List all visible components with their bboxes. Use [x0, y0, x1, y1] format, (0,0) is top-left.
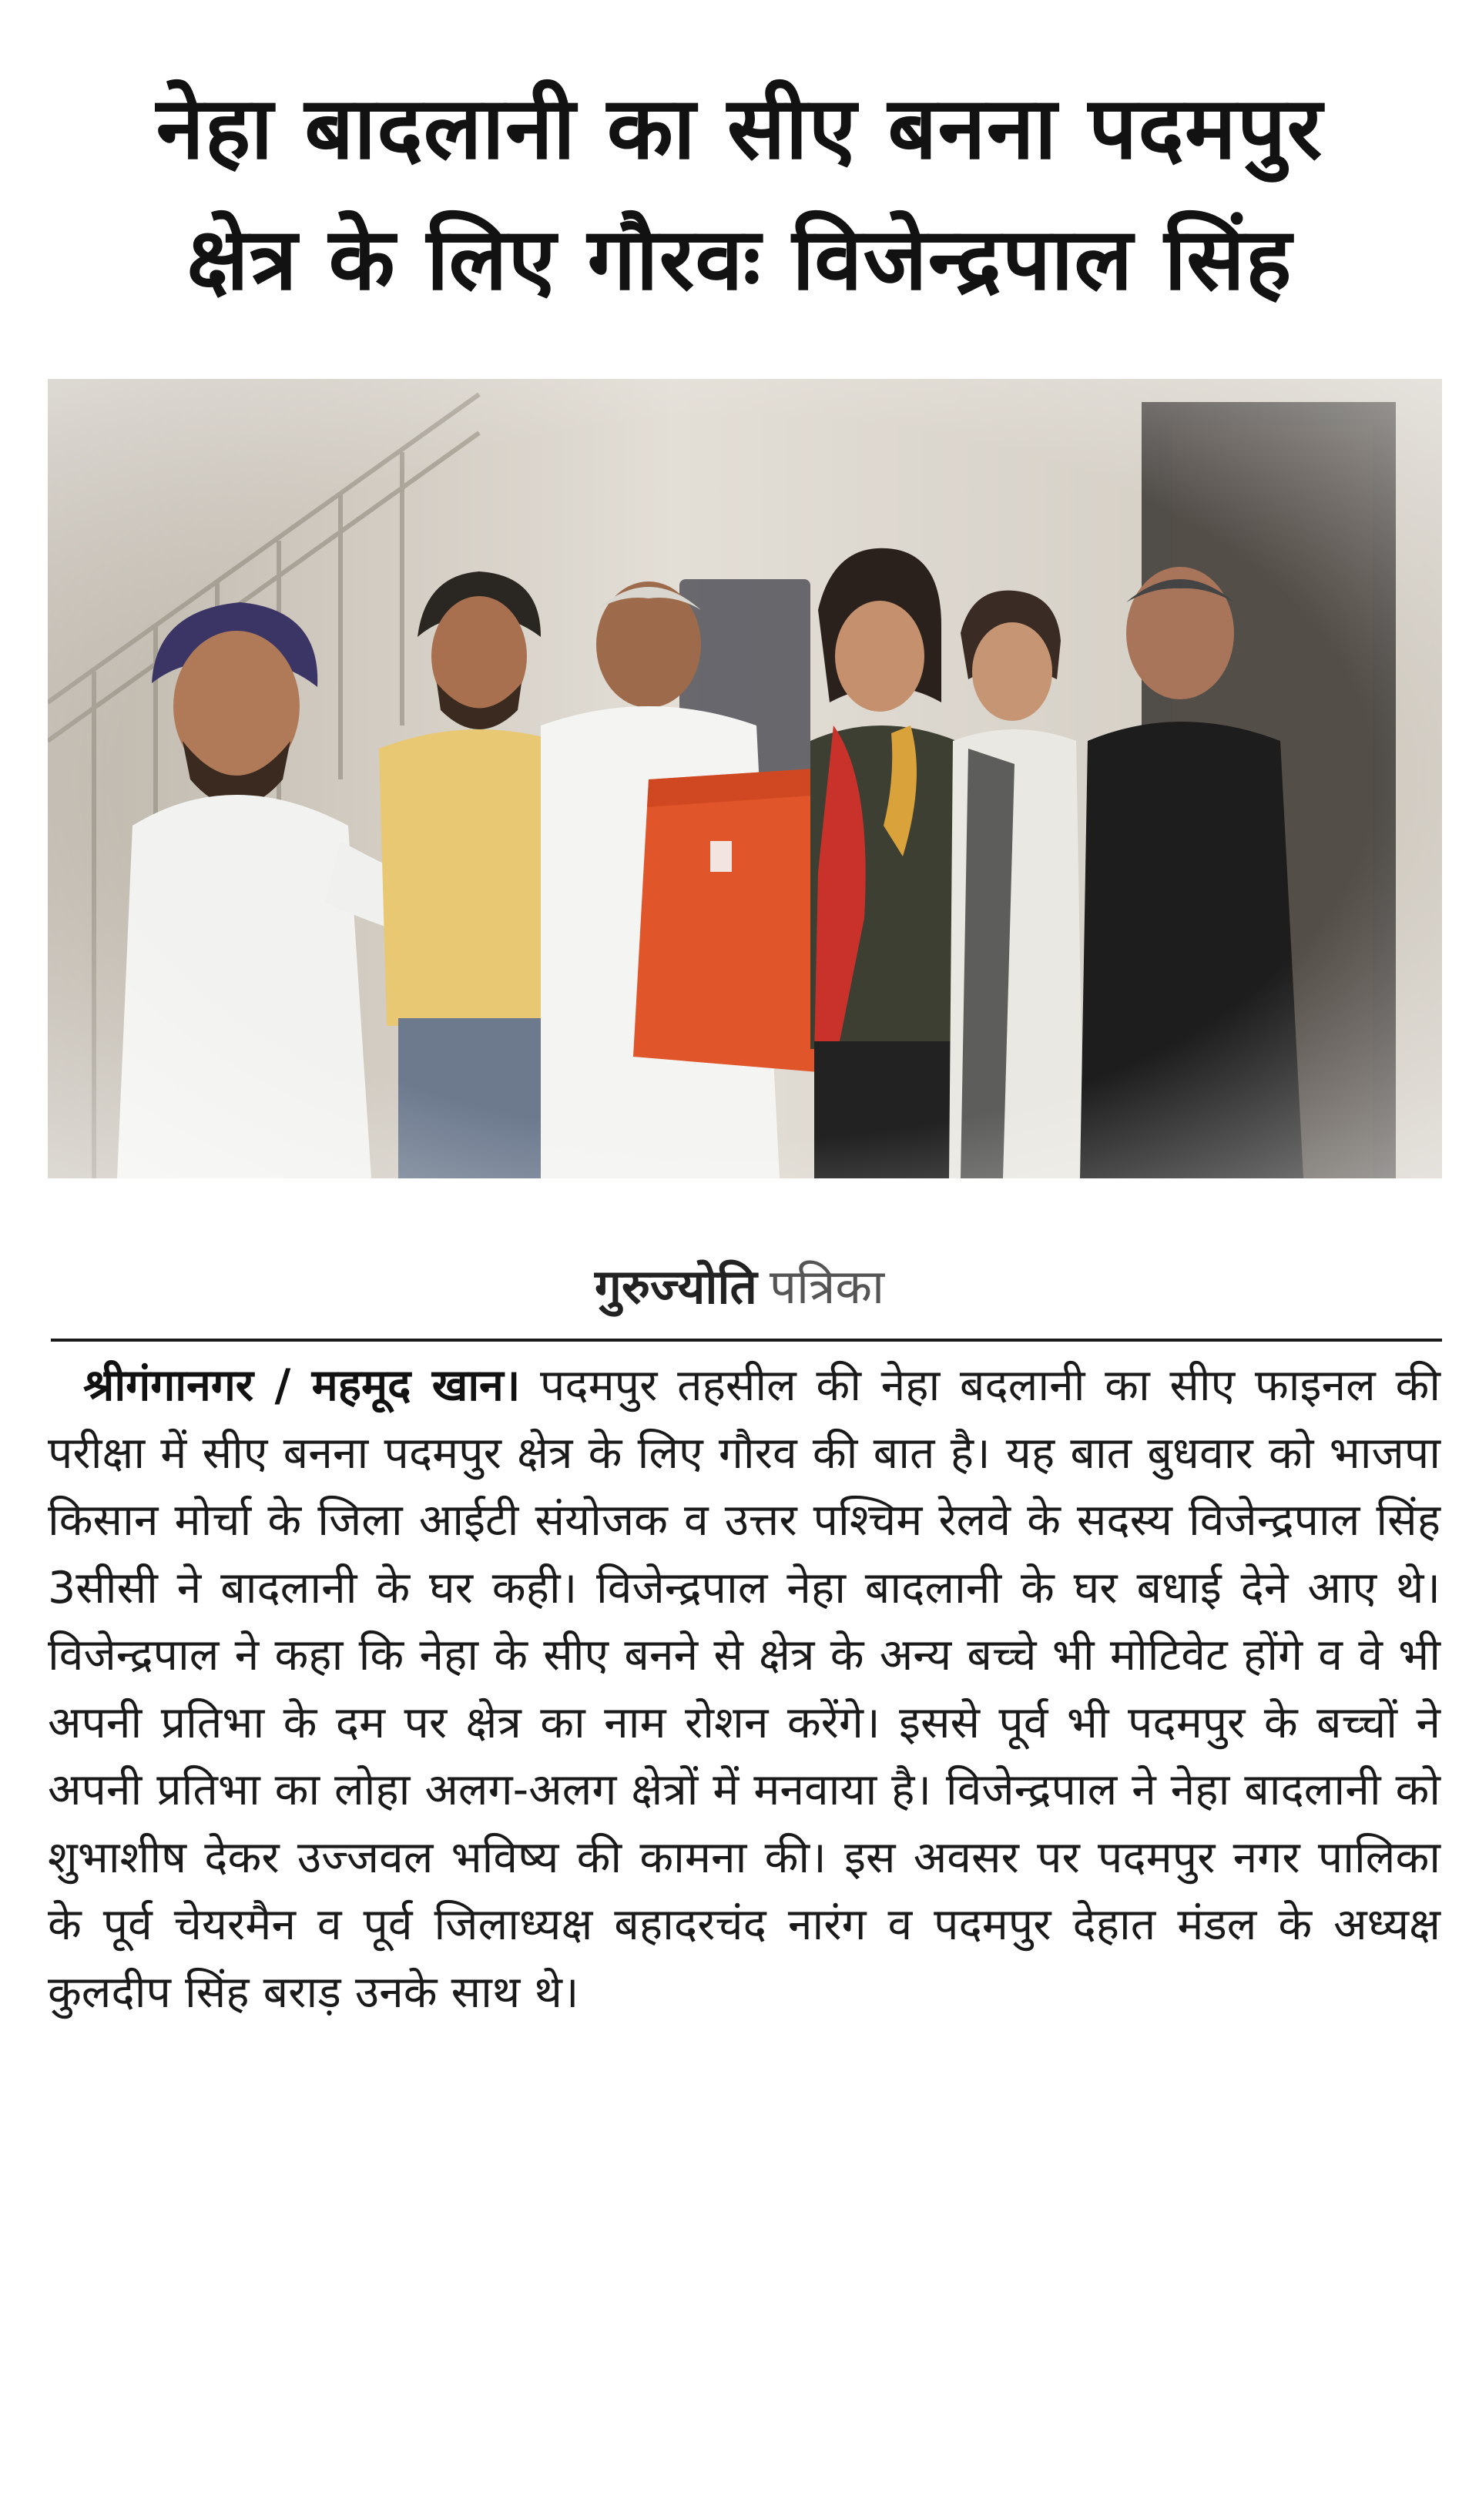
masthead-divider [51, 1339, 1442, 1342]
headline-line-2: क्षेत्र के लिए गौरवः विजेन्द्रपाल सिंह [186, 209, 1293, 310]
headline-line-1: नेहा बादलानी का सीए बनना पदमपुर [156, 79, 1323, 179]
article-text: पदमपुर तहसील की नेहा बदलानी का सीए फाइनल की परीक्षा में सीए बनना पदमपुर क्षेत्र के लिए गौरव की बात है। यह बात बुधवार को भाजपा किसान मोर्चा के जिला आईटी संयोजक व उत्तर पश्चिम रेलवे के सदस्य विजेन्द्रपाल सिंह 3सीसी ने बादलानी के घर कही। विजेन्द्रपाल नेहा बादलानी के घर बधाई देने आए थे। विजेन्द्रपाल ने कहा कि नेहा के सीए बनने से क्षेत्र के अन्य बच्चे भी मोटिवेट होंगे व वे भी अपनी प्रतिभा के दम पर क्षेत्र का नाम रोशन करेंगे। इससे पूर्व भी पदमपुर के बच्चों ने अपनी प्रतिभा का लोहा अलग-अलग क्षेत्रों में मनवाया है। विजेन्द्रपाल ने नेहा बादलानी को शुभाशीष देकर उज्जवल भविष्य की कामना की। इस अवसर पर पदमपुर नगर पालिका के पूर्व चेयरमैन व पूर्व जिलाध्यक्ष बहादरचंद नारंग व पदमपुर देहात मंडल के अध्यक्ष कुलदीप सिंह बराड़ उनके साथ थे। [48, 1360, 1440, 2018]
masthead-brand-part2: पत्रिका [769, 1258, 885, 1315]
masthead-brand-part1: गुरुज्योति [594, 1258, 757, 1315]
article-dateline: श्रीगंगानगर / महमूद खान। [83, 1360, 521, 1411]
article-body [48, 1352, 1440, 2026]
news-photo [48, 379, 1442, 1178]
newspaper-masthead [0, 1252, 1479, 1322]
group-photo-illustration [48, 379, 1442, 1178]
